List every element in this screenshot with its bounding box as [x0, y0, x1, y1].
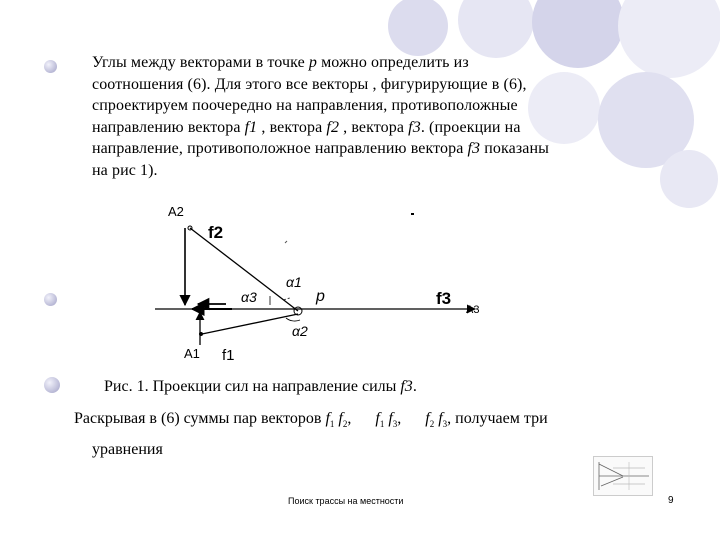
- figure-caption: Рис. 1. Проекции сил на направление силы f3.: [104, 378, 417, 395]
- label-f3: f3: [436, 289, 452, 308]
- label-alpha3: α3: [241, 289, 257, 305]
- paragraph-line-4: направлению вектора f1 , вектора f2 , вектора f3. (проекции на: [92, 118, 521, 136]
- paragraph-line-6: на рис 1).: [92, 161, 158, 179]
- paragraph-line-1: Углы между векторами в точке p можно определить из: [92, 54, 469, 71]
- angle-arc-alpha1: [284, 298, 290, 300]
- label-a2: A2: [168, 204, 184, 219]
- point-a1: [199, 332, 203, 336]
- page-number: 9: [668, 495, 674, 506]
- paragraph-line-5: направление, противоположное направлению вектора f3 показаны: [92, 140, 550, 158]
- label-a3: A3: [466, 304, 480, 316]
- label-f2: f2: [208, 223, 224, 242]
- expansion-sentence: Раскрывая в (6) суммы пар векторов $f_1$ $f_2$, $f_1$ $f_3$, $f_2$ $f_3$, получаем три: [74, 410, 548, 430]
- stray-mark: [285, 241, 287, 243]
- angle-arc-alpha2: [286, 318, 300, 321]
- vector-f1: [202, 314, 298, 334]
- thumbnail-figure: [593, 456, 653, 496]
- label-a1: A1: [184, 346, 200, 361]
- paragraph-line-2: соотношения (6). Для этого все векторы , фигурирующие в (6),: [92, 75, 527, 93]
- equations-word: уравнения: [92, 441, 163, 458]
- label-f1: f1: [222, 347, 235, 364]
- label-p: p: [316, 288, 325, 305]
- label-alpha1: α1: [286, 274, 302, 290]
- footer-text: Поиск трассы на местности: [288, 496, 404, 506]
- label-alpha2: α2: [292, 323, 308, 339]
- paragraph-line-3: спроектируем поочередно на направления, противоположные: [92, 97, 518, 115]
